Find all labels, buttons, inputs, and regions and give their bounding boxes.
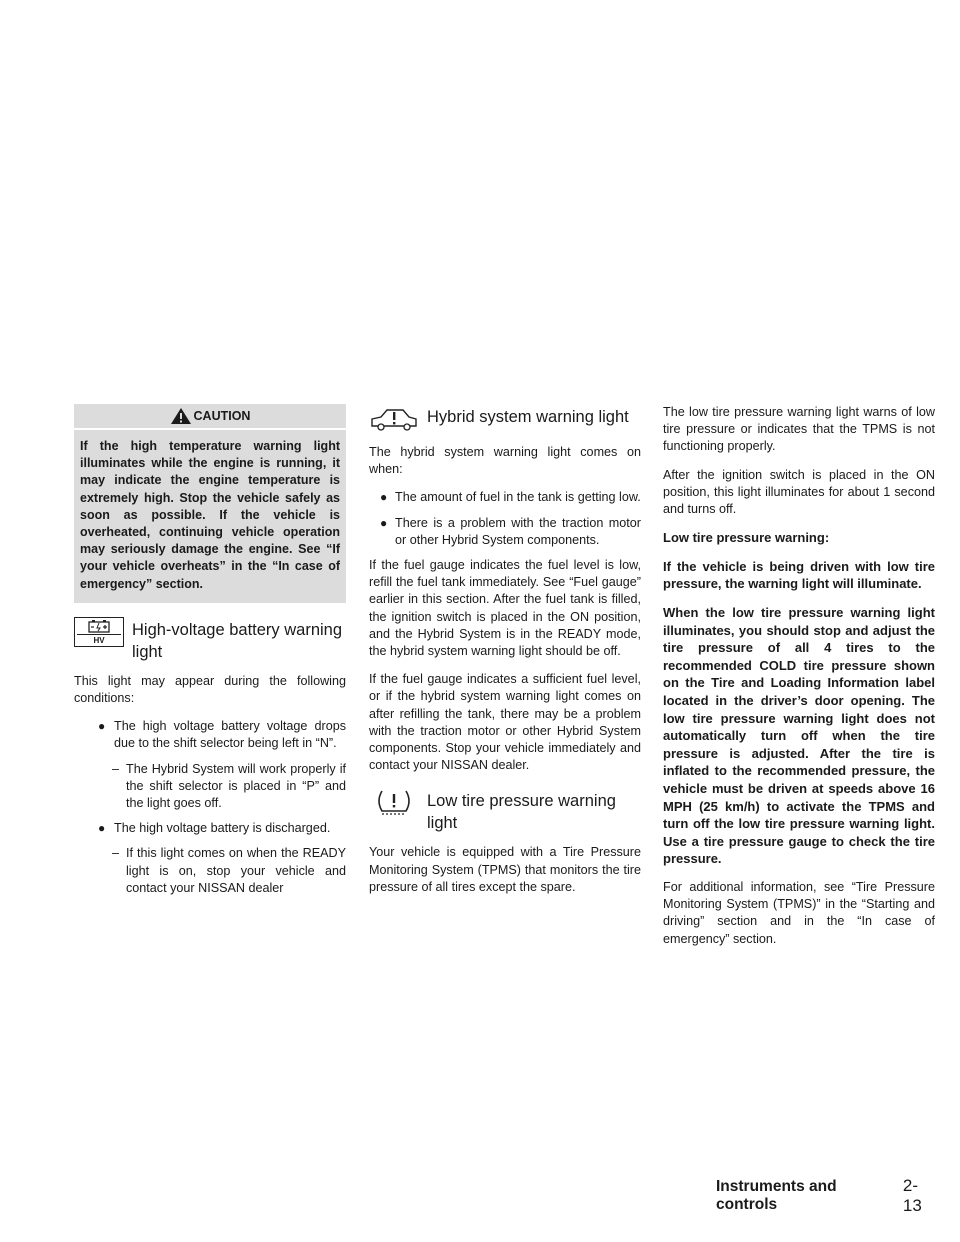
hv-icon-label: HV — [93, 635, 105, 645]
hybrid-system-title: Hybrid system warning light — [427, 408, 629, 426]
hv-battery-heading — [74, 617, 346, 663]
hv-bullet-2: The high voltage battery is discharged. — [114, 821, 331, 836]
page-number: 2-13 — [902, 1176, 922, 1215]
column-right — [663, 404, 935, 959]
hv-bullet-1: The high voltage battery voltage drops due to the shift selector being left in “N”. — [114, 719, 346, 751]
warning-triangle-icon — [170, 407, 192, 425]
caution-header — [74, 404, 346, 430]
low-tire-subhead: Low tire pressure warning: — [663, 530, 830, 546]
low-tire-pressure-icon — [369, 788, 419, 818]
low-tire-bold-2: When the low tire pressure warning light illuminates, you should stop and adjust the tire pressure of all 4 tires to the recommended COLD tire pressure shown on the Tire and Loading Information label located in the driver’s door opening. The low tire pressure warning light does not automatically turn off when the tire pressure is adjusted. After the tire is inflated to the recommended pressure, the vehicle must be driven at speeds above 16 MPH (25 km/h) to activate the TPMS and turn off the low tire pressure warning light. Use a tire pressure gauge to check the tire pressure. — [663, 605, 935, 867]
hv-battery-warning-icon — [74, 617, 124, 647]
column-left — [74, 404, 346, 905]
list-item — [74, 761, 346, 813]
low-tire-para-4: For additional information, see “Tire Pressure Monitoring System (TPMS)” in the “Starting and driving” section and in the “In case of emergency” section. — [663, 879, 935, 946]
low-tire-para-3: After the ignition switch is placed in the ON position, this light illuminates for about 1 second and turns off. — [663, 467, 935, 517]
caution-label: CAUTION — [193, 409, 251, 423]
bullet-marker: ● — [380, 490, 388, 505]
bullet-marker: ● — [98, 821, 106, 836]
tire-exclamation-icon — [369, 788, 419, 818]
list-item — [74, 845, 346, 897]
low-tire-bold-1: If the vehicle is being driven with low tire pressure, the warning light will illuminate. — [663, 558, 935, 592]
caution-text: If the high temperature warning light illuminates while the engine is running, it may indicate the engine temperature is extremely high. Stop the vehicle safely as soon as possible. If the vehicle is overheated, continuing vehicle operation may seriously damage the engine. See “If your vehicle overheats” in the “In case of emergency” section. — [80, 439, 340, 591]
low-tire-para-1: Your vehicle is equipped with a Tire Pressure Monitoring System (TPMS) that monitors the tire pressure of all tires except the spare. — [369, 845, 641, 894]
low-tire-para-2: The low tire pressure warning light warns of low tire pressure or indicates that the TPMS is not functioning properly. — [663, 405, 935, 454]
caution-box — [74, 404, 346, 603]
low-tire-title: Low tire pressure warning light — [427, 792, 616, 833]
hybrid-para-2: If the fuel gauge indicates a sufficient fuel level, or if the hybrid system warning light comes on after refilling the tank, there may be a problem with the traction motor or other Hybrid System components. Stop your vehicle immediately and contact your NISSAN dealer. — [369, 672, 641, 773]
hybrid-bullet-1: The amount of fuel in the tank is getting low. — [395, 490, 641, 505]
column-middle — [369, 404, 641, 907]
list-item — [74, 718, 346, 752]
hv-battery-intro: This light may appear during the following conditions: — [74, 673, 346, 706]
hybrid-intro: The hybrid system warning light comes on when: — [369, 445, 641, 477]
footer-section-title: Instruments and controls — [716, 1178, 837, 1213]
low-tire-heading — [369, 788, 641, 834]
hybrid-para-1: If the fuel gauge indicates the fuel level is low, refill the fuel tank immediately. See “Fuel gauge” earlier in this section. After the fuel tank is filled, the ignition switch is placed in the ON position, and the Hybrid System is in the READY mode, the hybrid system warning light should be off. — [369, 558, 641, 659]
hybrid-bullet-2: There is a problem with the traction motor or other Hybrid System components. — [395, 515, 641, 547]
hv-dash-1: The Hybrid System will work properly if the shift selector is placed in “P” and the light goes off. — [126, 761, 346, 811]
hv-dash-2: If this light comes on when the READY light is on, stop your vehicle and contact your NISSAN dealer — [126, 846, 346, 895]
bullet-marker: ● — [98, 719, 106, 734]
hybrid-system-warning-icon — [369, 404, 419, 434]
list-item — [369, 489, 641, 506]
list-item — [369, 515, 641, 549]
dash-marker: – — [112, 846, 120, 861]
hv-battery-title: High-voltage battery warning light — [132, 620, 343, 661]
bullet-marker: ● — [380, 515, 388, 530]
list-item — [74, 820, 346, 837]
hybrid-system-heading — [369, 404, 641, 434]
car-exclamation-icon — [369, 404, 419, 434]
page-footer — [716, 1176, 936, 1216]
dash-marker: – — [112, 761, 120, 776]
